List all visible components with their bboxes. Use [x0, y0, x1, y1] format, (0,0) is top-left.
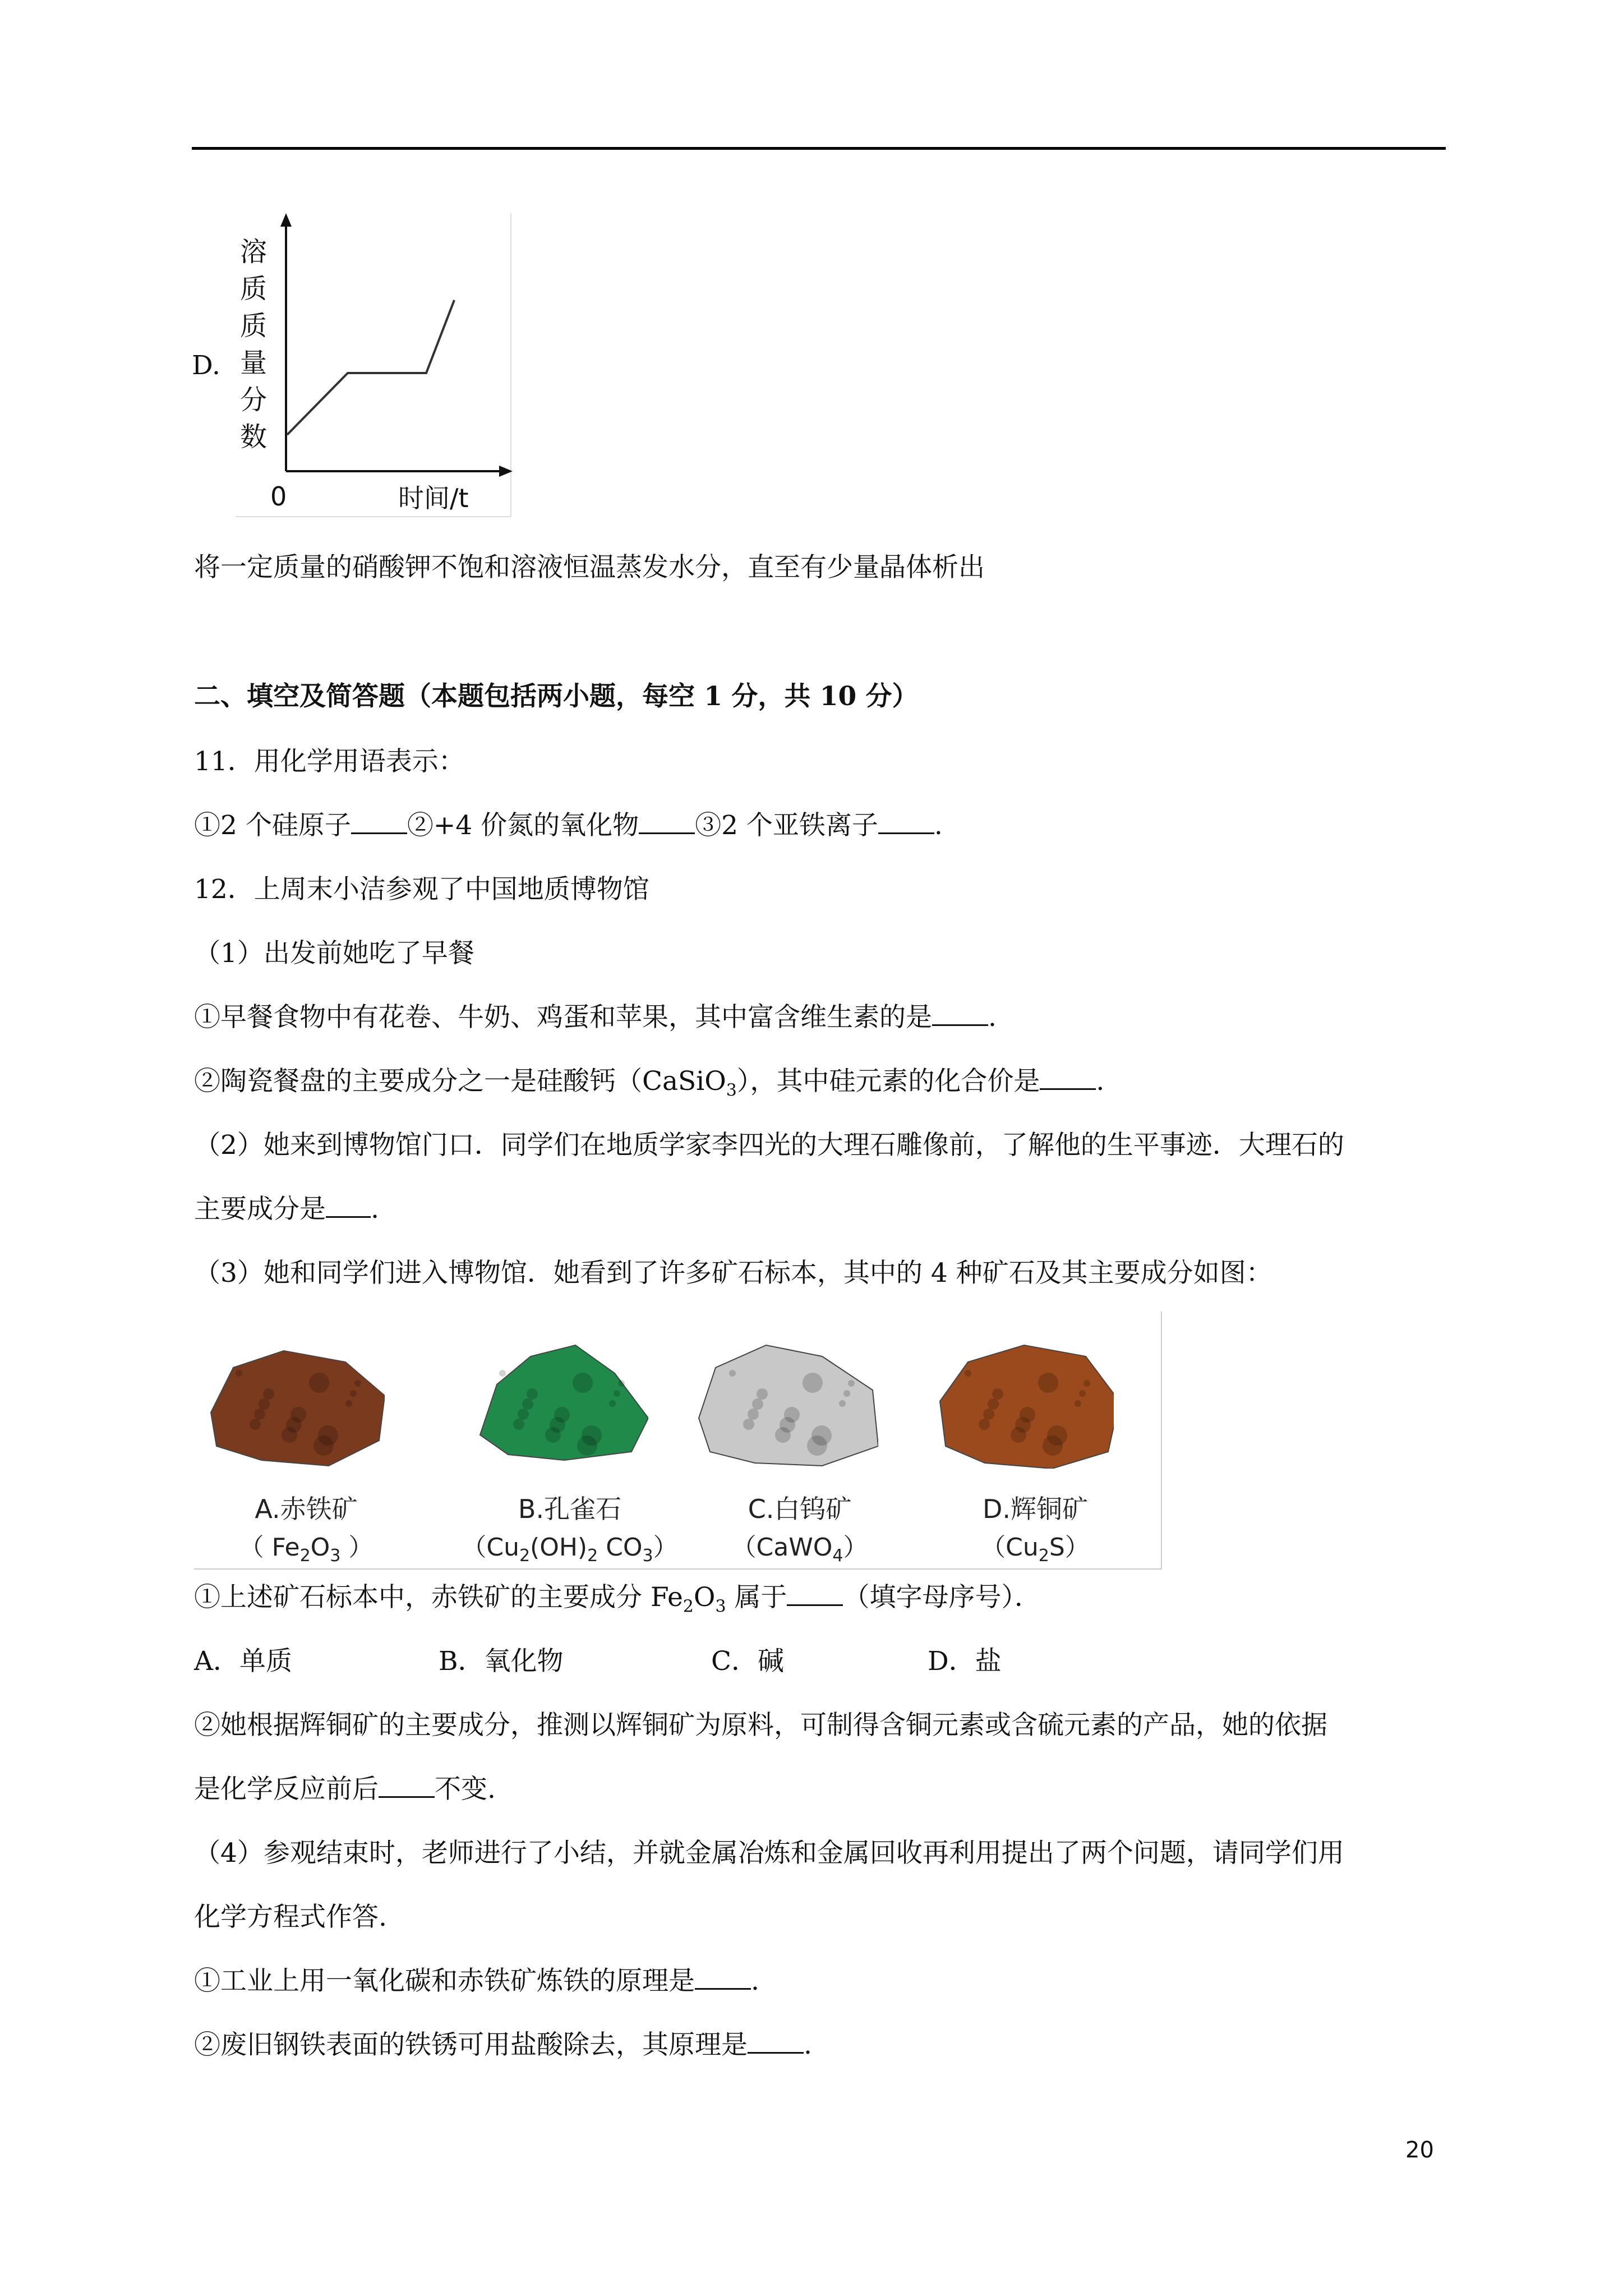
q11-b: ②+4 价氮的氧化物	[407, 810, 639, 841]
q12-part1-b-text: ②陶瓷餐盘的主要成分之一是硅酸钙（CaSiO	[194, 1066, 726, 1097]
q11-line	[194, 809, 943, 843]
mineral-specimen	[458, 1312, 682, 1568]
option-d-caption: 将一定质量的硝酸钾不饱和溶液恒温蒸发水分，直至有少量晶体析出	[194, 552, 985, 583]
q11-end: .	[934, 810, 943, 841]
answer-blank[interactable]	[695, 1966, 751, 1990]
mineral-formula: $(Cu_2S)$	[981, 1533, 1090, 1566]
q12-part3: （3）她和同学们进入博物馆．她看到了许多矿石标本，其中的 4 种矿石及其主要成分如图：	[194, 1258, 1272, 1289]
q12-part1-a-text: ①早餐食物中有花卷、牛奶、鸡蛋和苹果，其中富含维生素的是	[194, 1002, 932, 1033]
option-b[interactable]: B．氧化物	[439, 1646, 564, 1677]
mineral-name: A.赤铁矿	[255, 1494, 358, 1524]
q12-stem: 12．上周末小洁参观了中国地质博物馆	[194, 874, 649, 905]
q12-part2-line1: （2）她来到博物馆门口．同学们在地质学家李四光的大理石雕像前，了解他的生平事迹．大理石的	[194, 1130, 1344, 1161]
answer-blank[interactable]	[379, 1774, 435, 1798]
origin-label: 0	[270, 481, 287, 512]
q12-part3-b-text: 是化学反应前后	[194, 1774, 379, 1805]
answer-blank[interactable]	[326, 1194, 371, 1218]
y-axis-label-char: 数	[240, 421, 268, 453]
q12-part3-b-text-2: 不变.	[435, 1774, 496, 1805]
q12-part4-line1: （4）参观结束时，老师进行了小结，并就金属冶炼和金属回收再利用提出了两个问题，请同学们用	[194, 1838, 1344, 1869]
option-d-label: D.	[192, 350, 220, 381]
mineral-name: C.白钨矿	[748, 1494, 852, 1524]
q12-part4-b-text: ②废旧钢铁表面的铁锈可用盐酸除去，其原理是	[194, 2030, 748, 2060]
mineral-formula: （CaWO$_4$）	[731, 1533, 868, 1566]
subscript: 3	[726, 1080, 737, 1101]
mineral-specimen	[194, 1312, 418, 1568]
q12-part1-a: ①早餐食物中有花卷、牛奶、鸡蛋和苹果，其中富含维生素的是 .	[194, 1002, 997, 1033]
q11-stem: 11．用化学用语表示：	[194, 746, 465, 777]
x-axis-label: 时间/t	[398, 483, 469, 513]
mineral-formula: （ $Fe_2O_3$ ）	[239, 1533, 374, 1566]
mineral-rock-image	[463, 1334, 648, 1469]
mineral-name: D.辉铜矿	[982, 1494, 1089, 1524]
y-axis-label-char: 溶	[240, 236, 268, 268]
y-axis-label-char: 分	[240, 384, 268, 416]
data-line	[287, 300, 454, 435]
q12-part1: （1）出发前她吃了早餐	[194, 938, 474, 969]
answer-blank[interactable]	[878, 810, 934, 834]
q12-part3-a-text: ①上述矿石标本中，赤铁矿的主要成分 Fe	[194, 1582, 683, 1613]
q12-part4-a-text: ①工业上用一氧化碳和赤铁矿炼铁的原理是	[194, 1966, 695, 1996]
q12-part2-line2: 主要成分是 .	[194, 1194, 379, 1225]
q12-part3-a-text-2: 属于	[726, 1582, 787, 1613]
mineral-rock-image	[693, 1334, 878, 1469]
q12-part3-a-o: O	[693, 1582, 716, 1613]
answer-blank[interactable]	[351, 810, 407, 834]
subscript: 3	[715, 1596, 726, 1617]
q12-part4-line2: 化学方程式作答.	[194, 1902, 387, 1932]
answer-blank[interactable]	[639, 810, 695, 834]
q12-options	[194, 1645, 1002, 1678]
q11-c: ③2 个亚铁离子	[695, 810, 878, 841]
y-axis-label-char: 质	[240, 310, 268, 342]
mineral-name: B.孔雀石	[518, 1494, 622, 1524]
option-a[interactable]: A．单质	[194, 1646, 292, 1677]
q11-a: ①2 个硅原子	[194, 810, 351, 841]
q12-part4-a: ①工业上用一氧化碳和赤铁矿炼铁的原理是 .	[194, 1966, 759, 1996]
q12-part2-text: 主要成分是	[194, 1194, 326, 1225]
header-rule	[192, 147, 1446, 150]
graph-axes	[236, 213, 516, 516]
mineral-specimen	[688, 1312, 912, 1568]
page-number: 20	[1405, 2137, 1434, 2163]
subscript: 2	[683, 1596, 694, 1617]
mineral-specimen	[923, 1312, 1147, 1568]
answer-blank[interactable]	[1040, 1066, 1096, 1090]
solute-fraction-graph	[236, 213, 516, 516]
y-axis-label-char: 量	[240, 347, 268, 379]
q12-part3-a-text-3: （填字母序号）．	[843, 1582, 1041, 1613]
answer-blank[interactable]	[932, 1002, 988, 1026]
answer-blank[interactable]	[748, 2030, 804, 2054]
q12-part1-b-text-2: ），其中硅元素的化合价是	[736, 1066, 1040, 1097]
q12-part3-b-line2	[194, 1773, 496, 1806]
minerals-figure	[194, 1312, 1162, 1570]
q12-part4-b: ②废旧钢铁表面的铁锈可用盐酸除去，其原理是 .	[194, 2030, 812, 2060]
y-axis-arrow	[280, 213, 292, 227]
section-heading: 二、填空及简答题（本题包括两小题，每空 1 分，共 10 分）	[194, 681, 919, 712]
q12-part3-b-line1: ②她根据辉铜矿的主要成分，推测以辉铜矿为原料，可制得含铜元素或含硫元素的产品，她的依据	[194, 1710, 1327, 1741]
answer-blank[interactable]	[787, 1582, 843, 1606]
x-axis-arrow	[499, 466, 513, 477]
mineral-formula: （$Cu_2(OH)_2$ $CO_3$）	[462, 1533, 678, 1566]
option-c[interactable]: C．碱	[711, 1646, 784, 1677]
mineral-rock-image	[200, 1334, 385, 1469]
option-d[interactable]: D．盐	[928, 1646, 1002, 1677]
q12-part3-a	[194, 1581, 1041, 1623]
y-axis-label-char: 质	[240, 273, 268, 305]
q12-part1-b: ②陶瓷餐盘的主要成分之一是硅酸钙（CaSiO$_3$），其中硅元素的化合价是 .	[194, 1066, 1105, 1101]
mineral-rock-image	[929, 1334, 1114, 1469]
